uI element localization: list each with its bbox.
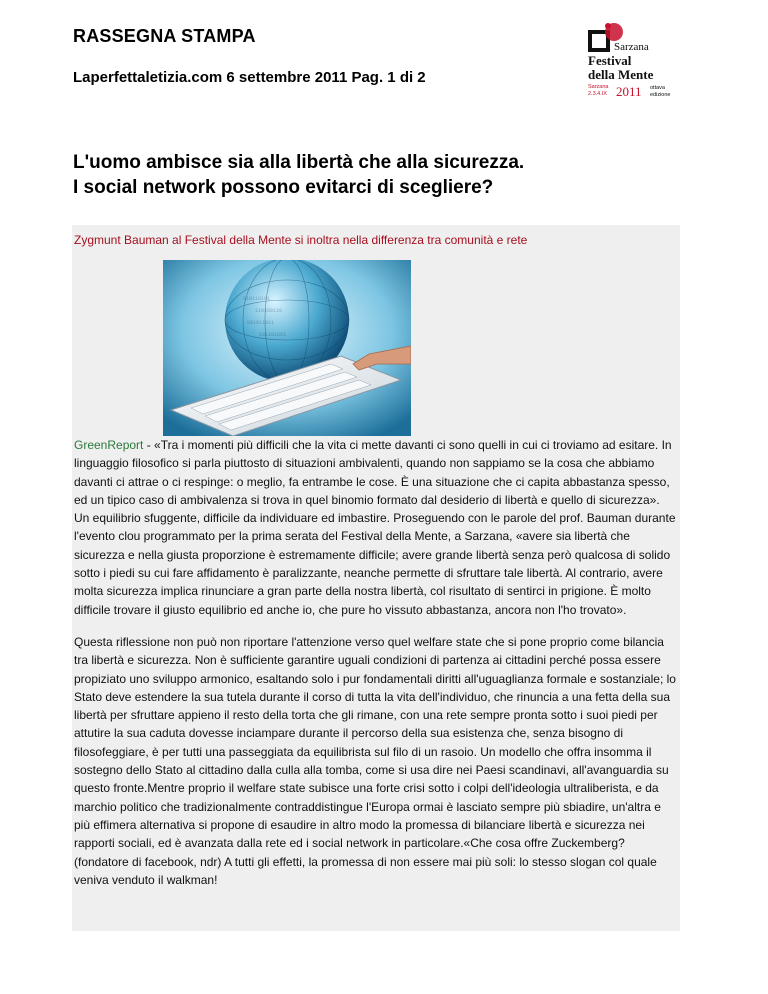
headline-line-2: I social network possono evitarci di scegliere? xyxy=(73,177,494,198)
press-review-title: RASSEGNA STAMPA xyxy=(73,26,256,46)
festival-logo xyxy=(588,22,708,104)
paragraph-1-text: - «Tra i momenti più difficili che la vita ci mette davanti ci sono quelli in cui ci troviamo ad esitare. In linguaggio filosofico si parla piuttosto di situazioni ambivalenti, quando non sappiamo se la cosa che abbiamo davanti ci attrae o ci respinge: o meglio, fa entrambe le cose. È una situazione che ci capita abbastanza spesso, ed un tipico caso di ambivalenza si trova in quel binomio formato dal desiderio di libertà e quello di sicurezza». Un equilibrio sfuggente, difficile da individuare ed imbastire. Proseguendo con le parole del prof. Bauman durante l'evento clou programmato per la prima serata del Festival della Mente, a Sarzana, «avere sia libertà che sicurezza e nella giusta proporzione è estremamente difficile; avere grande libertà senza però qualcosa di solido sotto i piedi su cui fare affidamento è paralizzante, neanche permette di sfruttare tale libertà. Al contrario, avere molta sicurezza implica rinunciare a gran parte della nostra libertà, col risultato di sentirci in prigione. È molto difficile trovare il giusto equilibrio ed anche io, che pure ho vissuto abbastanza, ancora non l'ho trovato». xyxy=(74,438,676,617)
source-line: Laperfettaletizia.com 6 settembre 2011 Pag. 1 di 2 xyxy=(73,69,426,86)
paragraph-1 xyxy=(74,436,678,619)
logo-della-mente: della Mente xyxy=(588,67,654,82)
headline-line-1: L'uomo ambisce sia alla libertà che alla sicurezza. xyxy=(73,152,525,173)
article-headline xyxy=(73,150,524,200)
svg-text:110100110: 110100110 xyxy=(255,308,283,314)
paragraph-2: Questa riflessione non può non riportare l'attenzione verso quel welfare state che si pone proprio come bilancia tra libertà e sicurezza. Non è sufficiente garantire uguali condizioni di partenza ai cittadini perché possa essere propiziato uno sviluppo armonico, esaltando solo i pur fondamentali diritti all'uguaglianza formale e sostanziale; lo Stato deve estendere la sua tutela durante il corso di tutta la vita dell'individuo, che rinuncia a una fetta della sua libertà per sfruttare appieno il resto della torta che gli rimane, con una rete sempre pronta sotto i suoi piedi per attutire la sua caduta dovesse inciampare durante il percorso della sua esistenza che, senza bisogno di filosofeggiare, è per tutti una passeggiata da equilibrista sul filo di un rasoio. Un modello che offra insomma il sostegno dello Stato al cittadino dalla culla alla tomba, come si usa dire nei Paesi scandinavi, all'avanguardia su questo fronte.Mentre proprio il welfare state subisce una forte crisi sotto i colpi dell'ideologia ultraliberista, e da marchio politico che tradizionalmente contraddistingue l'Europa ormai è lasciato sempre più sbiadire, un'altra e più effimera alternativa si propone di esaudire in altro modo la promessa di bilanciare libertà e sicurezza nei rapporti sociali, ed è avanzata dalla rete ed i social network in particolare.«Che cosa offre Zuckemberg? (fondatore di facebook, ndr) A tutti gli effetti, la promessa di non essere mai più soli: lo stesso slogan col quale veniva venduto il walkman! xyxy=(74,634,676,887)
svg-text:101101001: 101101001 xyxy=(259,332,287,338)
logo-festival: Festival xyxy=(588,53,632,68)
logo-place: Sarzana xyxy=(588,84,609,90)
logo-dates: 2.3.4.IX xyxy=(588,91,607,97)
article-body xyxy=(74,436,678,903)
source-link[interactable]: GreenReport xyxy=(74,438,144,452)
article-panel xyxy=(72,225,680,931)
logo-edition-bottom: edizione xyxy=(650,92,671,98)
logo-year: 2011 xyxy=(616,84,642,99)
keyboard-globe-image xyxy=(163,260,411,436)
article-subtitle: Zygmunt Bauman al Festival della Mente si inoltra nella differenza tra comunità e rete xyxy=(74,233,528,247)
svg-text:001011011: 001011011 xyxy=(247,320,275,326)
svg-text:010110101: 010110101 xyxy=(243,296,271,302)
logo-edition-top: ottava xyxy=(650,85,665,91)
logo-city: Sarzana xyxy=(614,41,649,53)
